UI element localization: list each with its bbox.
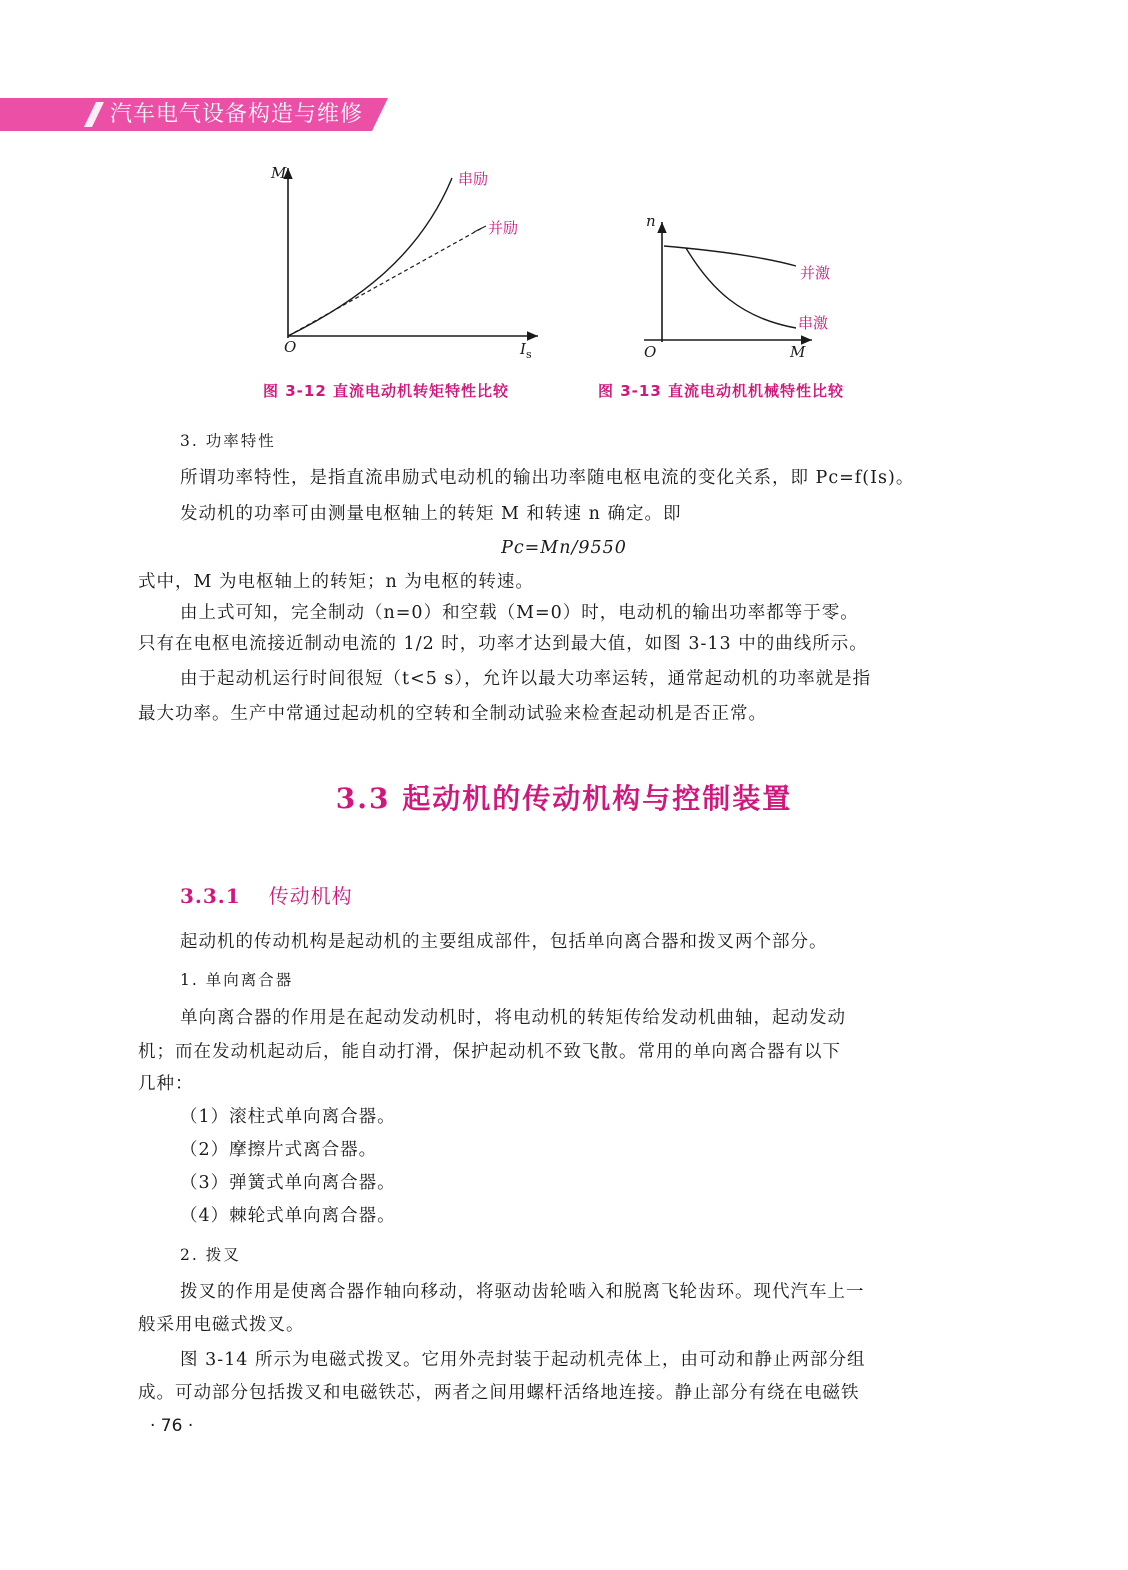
paragraph-line: 般采用电磁式拨叉。 (138, 1315, 305, 1335)
subsection-title (180, 880, 353, 909)
origin-label: O (644, 343, 657, 361)
subsection-text: 传动机构 (268, 884, 353, 908)
y-axis-label: M (271, 164, 287, 182)
heading-fork: 2. 拨叉 (180, 1246, 241, 1264)
paragraph-line: 拨叉的作用是使离合器作轴向移动，将驱动齿轮啮入和脱离飞轮齿环。现代汽车上一 (180, 1282, 865, 1302)
paragraph-line: 只有在电枢电流接近制动电流的 1/2 时，功率才达到最大值，如图 3-13 中的曲线所示。 (138, 634, 868, 654)
x-axis-label: M (790, 343, 806, 361)
subsection-number: 3.3.1 (180, 884, 241, 908)
list-item: （4）棘轮式单向离合器。 (180, 1206, 396, 1226)
paragraph-line: 式中，M 为电枢轴上的转矩；n 为电枢的转速。 (138, 572, 534, 592)
heading-power: 3. 功率特性 (180, 432, 276, 450)
paragraph-line: 发动机的功率可由测量电枢轴上的转矩 M 和转速 n 确定。即 (180, 504, 682, 524)
series-label-1: 串励 (458, 170, 489, 188)
list-item: （3）弹簧式单向离合器。 (180, 1173, 396, 1193)
y-axis-label: n (646, 212, 656, 230)
figure-torque (270, 160, 560, 370)
series-label-2: 并励 (488, 219, 519, 237)
series-label-2: 串激 (798, 314, 829, 332)
x-axis-label: I (520, 340, 526, 358)
paragraph-line: 机；而在发动机起动后，能自动打滑，保护起动机不致飞散。常用的单向离合器有以下 (138, 1042, 841, 1062)
paragraph-line: 几种： (138, 1074, 194, 1094)
paragraph-line: 最大功率。生产中常通过起动机的空转和全制动试验来检查起动机是否正常。 (138, 704, 767, 724)
paragraph-line: 成。可动部分包括拨叉和电磁铁芯，两者之间用螺杆活络地连接。静止部分有绕在电磁铁 (138, 1383, 860, 1403)
series-curve-1 (664, 246, 796, 266)
series-curve-2 (686, 248, 796, 328)
formula: Pc=Mn/9550 (501, 538, 627, 558)
series-label-1: 并激 (800, 264, 831, 282)
origin-label: O (284, 338, 297, 356)
paragraph-line: 由上式可知，完全制动（n=0）和空载（M=0）时，电动机的输出功率都等于零。 (180, 603, 859, 623)
heading-clutch: 1. 单向离合器 (180, 971, 294, 989)
paragraph-line: 由于起动机运行时间很短（t<5 s），允许以最大功率运转，通常起动机的功率就是指 (180, 669, 872, 689)
page-number: · 76 · (150, 1416, 194, 1436)
book-title: 汽车电气设备构造与维修 (110, 102, 364, 127)
list-item: （2）摩擦片式离合器。 (180, 1140, 378, 1160)
header-banner (0, 98, 388, 131)
paragraph-line: 起动机的传动机构是起动机的主要组成部件，包括单向离合器和拨叉两个部分。 (180, 932, 828, 952)
series-leader-2 (474, 226, 486, 232)
figure-caption-right: 图 3-13 直流电动机机械特性比较 (598, 382, 844, 400)
figure-caption-left: 图 3-12 直流电动机转矩特性比较 (263, 382, 509, 400)
figure-mechanical (640, 210, 840, 370)
list-item: （1）滚柱式单向离合器。 (180, 1107, 396, 1127)
section-title: 3.3 起动机的传动机构与控制装置 (335, 782, 793, 815)
paragraph-line: 所谓功率特性，是指直流串励式电动机的输出功率随电枢电流的变化关系，即 Pc=f(Is)。 (180, 468, 915, 488)
paragraph-line: 单向离合器的作用是在起动发动机时，将电动机的转矩传给发动机曲轴，起动发动 (180, 1008, 846, 1028)
series-curve-1 (288, 178, 452, 336)
x-axis-subscript: s (526, 348, 532, 361)
paragraph-line: 图 3-14 所示为电磁式拨叉。它用外壳封装于起动机壳体上，由可动和静止两部分组 (180, 1350, 866, 1370)
